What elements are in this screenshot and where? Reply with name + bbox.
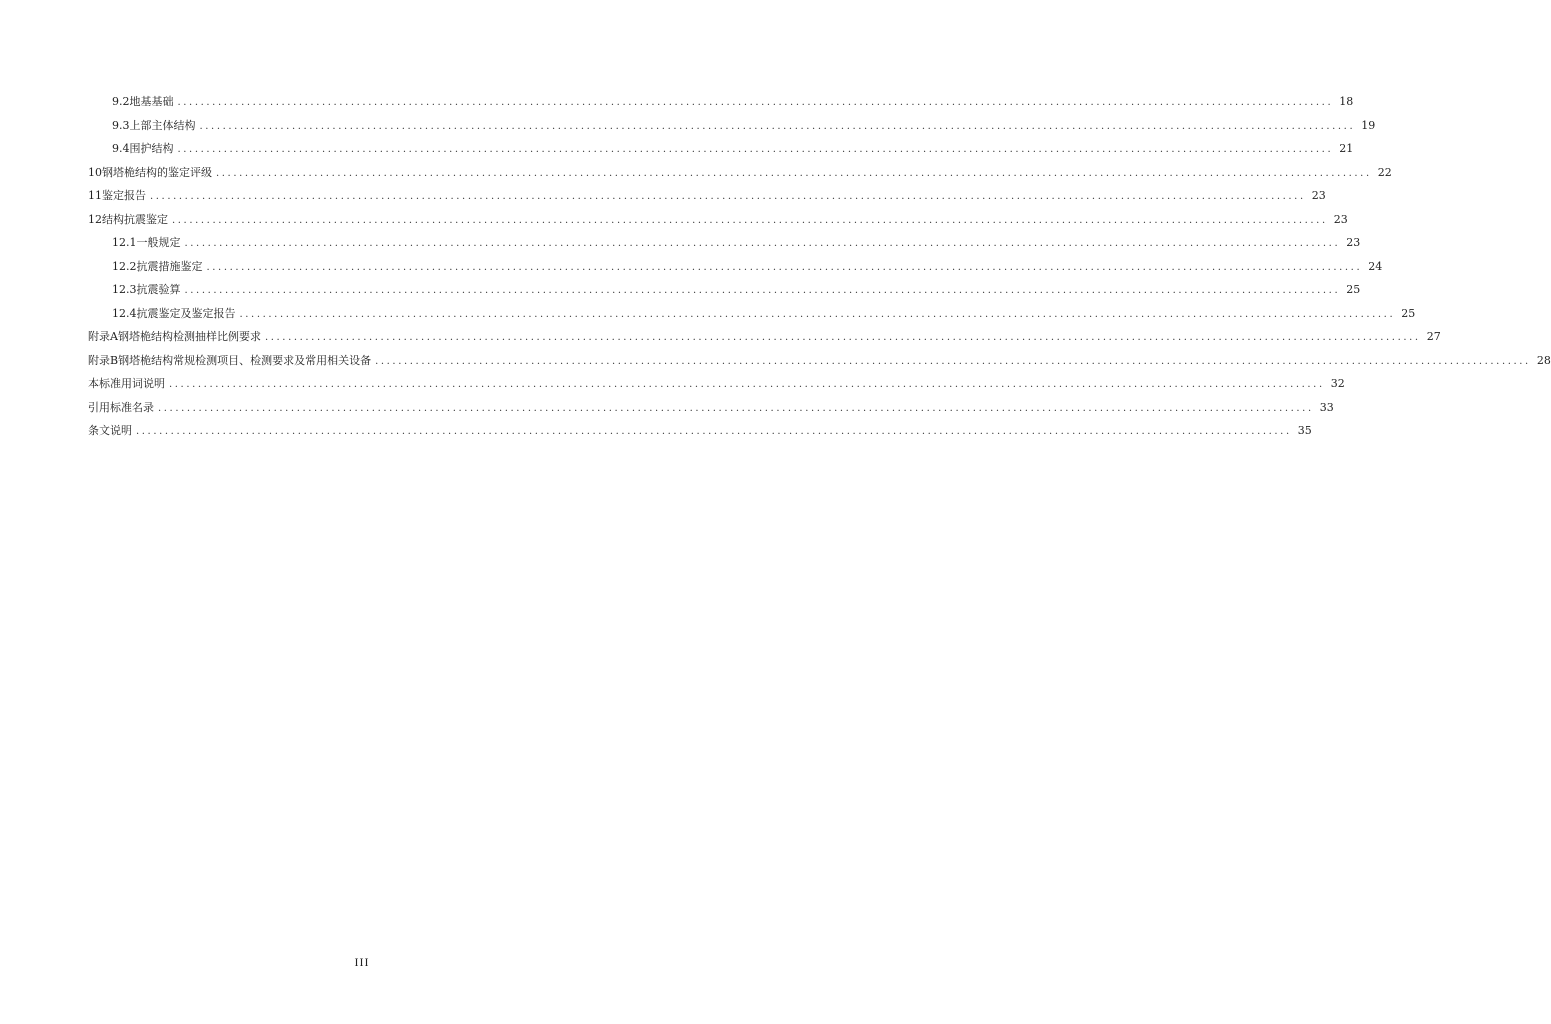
toc-entry-page: 32 bbox=[1330, 377, 1345, 390]
toc-entry-title: 围护结构 bbox=[129, 142, 174, 155]
toc-entry-number: 12.3 bbox=[112, 283, 137, 296]
toc-entry-title: 抗震验算 bbox=[136, 283, 181, 296]
toc-entry-title: 抗震措施鉴定 bbox=[136, 259, 203, 273]
toc-entry-number: 12 bbox=[88, 212, 102, 226]
toc-entry-number: 9.3 bbox=[112, 118, 130, 132]
toc-entry-title: 钢塔桅结构的鉴定评级 bbox=[102, 165, 212, 179]
toc-entry-appendix-a[interactable] bbox=[0, 325, 1441, 349]
toc-leader-dots: ........................................................................................................................................................................................................ bbox=[169, 379, 1325, 390]
toc-entry-page: 28 bbox=[1536, 353, 1551, 367]
toc-entry-title: 鉴定报告 bbox=[102, 189, 146, 202]
toc-leader-dots: ........................................................................................................................................................................................................ bbox=[177, 144, 1334, 155]
toc-entry-12[interactable] bbox=[0, 208, 1348, 232]
toc-entry-clause-explanation[interactable] bbox=[0, 419, 1312, 443]
toc-entry-page: 18 bbox=[1339, 95, 1354, 108]
toc-entry-number: 9.2 bbox=[112, 95, 130, 108]
toc-entry-title: 条文说明 bbox=[88, 424, 132, 437]
toc-entry-page: 19 bbox=[1361, 118, 1376, 132]
toc-entry-page: 27 bbox=[1426, 330, 1441, 343]
toc-entry-page: 23 bbox=[1311, 189, 1326, 202]
toc-entry-page: 33 bbox=[1319, 400, 1334, 414]
toc-entry-title: 一般规定 bbox=[136, 236, 181, 249]
toc-entry-12-1[interactable] bbox=[0, 231, 1361, 255]
toc-entry-number: 11 bbox=[88, 189, 102, 202]
toc-entry-number: 12.4 bbox=[112, 306, 137, 320]
toc-leader-dots: ........................................................................................................................................................................................................ bbox=[206, 261, 1363, 273]
toc-entry-10[interactable] bbox=[0, 161, 1392, 185]
toc-entry-page: 21 bbox=[1339, 142, 1354, 155]
toc-entry-page: 22 bbox=[1377, 165, 1392, 179]
toc-entry-12-3[interactable] bbox=[0, 278, 1361, 302]
toc-entry-9-3[interactable] bbox=[0, 114, 1376, 138]
toc-leader-dots: ........................................................................................................................................................................................................ bbox=[184, 238, 1341, 249]
toc-entry-referenced-standards[interactable] bbox=[0, 396, 1334, 420]
toc-entry-number: 12.1 bbox=[112, 236, 137, 249]
toc-leader-dots: ........................................................................................................................................................................................................ bbox=[239, 308, 1396, 320]
toc-leader-dots: ........................................................................................................................................................................................................ bbox=[264, 332, 1421, 343]
toc-entry-page: 25 bbox=[1401, 306, 1416, 320]
toc-leader-dots: ........................................................................................................................................................................................................ bbox=[199, 120, 1356, 132]
toc-entry-title: 引用标准名录 bbox=[88, 400, 154, 414]
toc-entry-title: 钢塔桅结构检测抽样比例要求 bbox=[117, 330, 261, 343]
toc-entry-number: 9.4 bbox=[112, 142, 130, 155]
toc-entry-page: 23 bbox=[1333, 212, 1348, 226]
toc-entry-title: 钢塔桅结构常规检测项目、检测要求及常用相关设备 bbox=[118, 353, 372, 367]
toc-entry-12-4[interactable] bbox=[0, 302, 1416, 326]
toc-entry-title: 上部主体结构 bbox=[129, 118, 196, 132]
toc-entry-title: 地基基础 bbox=[129, 95, 174, 108]
table-of-contents bbox=[0, 90, 1551, 443]
toc-entry-number: 附录A bbox=[88, 330, 118, 343]
toc-entry-number: 12.2 bbox=[112, 259, 137, 273]
toc-entry-number: 10 bbox=[88, 165, 102, 179]
toc-leader-dots: ........................................................................................................................................................................................................ bbox=[375, 355, 1531, 367]
toc-entry-page: 25 bbox=[1346, 283, 1361, 296]
toc-entry-title: 抗震鉴定及鉴定报告 bbox=[136, 306, 236, 320]
toc-leader-dots: ........................................................................................................................................................................................................ bbox=[177, 97, 1334, 108]
toc-entry-title: 本标准用词说明 bbox=[88, 377, 165, 390]
toc-entry-appendix-b[interactable] bbox=[0, 349, 1551, 373]
toc-leader-dots: ........................................................................................................................................................................................................ bbox=[158, 402, 1314, 414]
toc-entry-9-4[interactable] bbox=[0, 137, 1354, 161]
toc-leader-dots: ........................................................................................................................................................................................................ bbox=[172, 214, 1328, 226]
toc-leader-dots: ........................................................................................................................................................................................................ bbox=[184, 285, 1341, 296]
toc-entry-page: 24 bbox=[1368, 259, 1383, 273]
toc-leader-dots: ........................................................................................................................................................................................................ bbox=[216, 167, 1372, 179]
toc-entry-11[interactable] bbox=[0, 184, 1326, 208]
toc-entry-12-2[interactable] bbox=[0, 255, 1383, 279]
toc-leader-dots: ........................................................................................................................................................................................................ bbox=[136, 426, 1292, 437]
toc-entry-page: 23 bbox=[1346, 236, 1361, 249]
toc-entry-title: 结构抗震鉴定 bbox=[102, 212, 168, 226]
toc-leader-dots: ........................................................................................................................................................................................................ bbox=[150, 191, 1306, 202]
toc-entry-number: 附录B bbox=[88, 353, 119, 367]
toc-entry-9-2[interactable] bbox=[0, 90, 1354, 114]
toc-entry-page: 35 bbox=[1297, 424, 1312, 437]
toc-entry-terms-explanation[interactable] bbox=[0, 372, 1345, 396]
page-number-footer: III bbox=[354, 955, 370, 969]
